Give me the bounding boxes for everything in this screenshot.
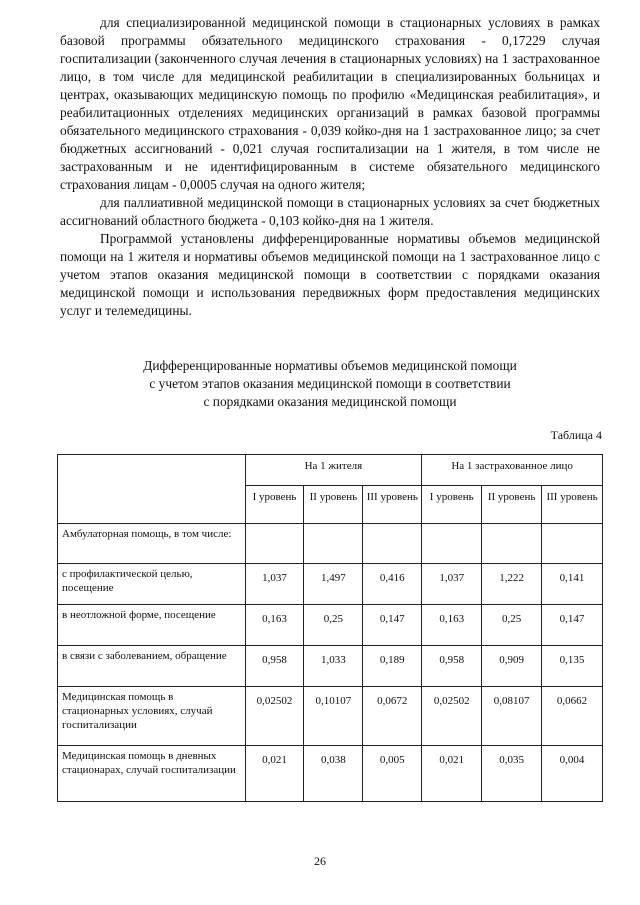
cell-value: 0,005: [363, 746, 422, 802]
cell-value: 0,141: [542, 564, 603, 605]
cell-value: 1,497: [304, 564, 363, 605]
table-heading: [60, 357, 600, 411]
cell-value: 0,021: [422, 746, 482, 802]
paragraph-palliative-care: для паллиативной медицинской помощи в стационарных условиях за счет бюджетных ассигнований областного бюджета - 0,103 койко-дня на 1 жителя.: [60, 195, 600, 228]
level-header: II уровень: [304, 486, 363, 524]
cell-value: 0,02502: [245, 687, 304, 746]
cell-value: 0,909: [482, 646, 542, 687]
cell-value: 0,08107: [482, 687, 542, 746]
page-number: 26: [314, 854, 326, 868]
level-header: III уровень: [363, 486, 422, 524]
row-label-header: [58, 455, 246, 524]
paragraph-program-norms: Программой установлены дифференцированные нормативы объемов медицинской помощи на 1 жителя и нормативы объемов медицинской помощи на 1 застрахованное лицо с учетом этапов оказания медицинской помощи в соответствии с порядками оказания медицинской помощи и использования передвижных форм предоставления медицинских услуг и телемедицины.: [60, 231, 600, 318]
level-header: I уровень: [245, 486, 304, 524]
cell-value: [482, 524, 542, 564]
cell-value: 0,038: [304, 746, 363, 802]
cell-value: 0,147: [542, 605, 603, 646]
cell-value: 0,958: [422, 646, 482, 687]
cell-value: 0,189: [363, 646, 422, 687]
cell-value: [245, 524, 304, 564]
cell-value: 0,25: [482, 605, 542, 646]
cell-value: 0,25: [304, 605, 363, 646]
cell-value: 0,135: [542, 646, 603, 687]
cell-value: 1,037: [422, 564, 482, 605]
table-number-label: Таблица 4: [550, 428, 602, 442]
table-group-header-row: [58, 455, 603, 486]
cell-value: 1,222: [482, 564, 542, 605]
cell-value: 0,147: [363, 605, 422, 646]
table-row: [58, 687, 603, 746]
group-header-per-insured: На 1 застрахованное лицо: [422, 455, 603, 486]
table-row: [58, 646, 603, 687]
cell-value: 0,0662: [542, 687, 603, 746]
row-label: в связи с заболеванием, обращение: [58, 646, 246, 687]
table-row: [58, 746, 603, 802]
body-text: [60, 14, 600, 320]
cell-value: [542, 524, 603, 564]
norms-table: [57, 454, 603, 802]
table-row: [58, 605, 603, 646]
cell-value: 0,021: [245, 746, 304, 802]
paragraph-specialized-care: для специализированной медицинской помощи в стационарных условиях в рамках базовой программы обязательного медицинского страхования - 0,17229 случая госпитализации (законченного случая лечения в стационарных условиях) на 1 застрахованное лицо, в том числе для медицинской реабилитации в специализированных больницах и центрах, оказывающих медицинскую помощь по профилю «Медицинская реабилитация», и реабилитационных отделениях медицинских организаций в рамках базовой программы обязательного медицинского страхования - 0,039 койко-дня на 1 застрахованное лицо; за счет бюджетных ассигнований - 0,021 случая госпитализации на 1 жителя, в том числе не застрахованным и не идентифицированным в системе обязательного медицинского страхования лицам - 0,0005 случая на одного жителя;: [60, 15, 600, 192]
row-label: с профилактической целью, посещение: [58, 564, 246, 605]
cell-value: 0,416: [363, 564, 422, 605]
level-header: III уровень: [542, 486, 603, 524]
cell-value: 0,163: [245, 605, 304, 646]
cell-value: [304, 524, 363, 564]
cell-value: [363, 524, 422, 564]
row-label: Медицинская помощь в дневных стационарах, случай госпитализации: [58, 746, 246, 802]
row-label: Амбулаторная помощь, в том числе:: [58, 524, 246, 564]
cell-value: 0,02502: [422, 687, 482, 746]
heading-line-3: с порядками оказания медицинской помощи: [203, 394, 457, 409]
cell-value: 0,163: [422, 605, 482, 646]
row-label: в неотложной форме, посещение: [58, 605, 246, 646]
cell-value: [422, 524, 482, 564]
group-header-per-resident: На 1 жителя: [245, 455, 422, 486]
cell-value: 0,004: [542, 746, 603, 802]
row-label: Медицинская помощь в стационарных условиях, случай госпитализации: [58, 687, 246, 746]
cell-value: 0,10107: [304, 687, 363, 746]
level-header: I уровень: [422, 486, 482, 524]
level-header: II уровень: [482, 486, 542, 524]
cell-value: 1,037: [245, 564, 304, 605]
table-row: [58, 564, 603, 605]
cell-value: 0,0672: [363, 687, 422, 746]
heading-line-1: Дифференцированные нормативы объемов медицинской помощи: [143, 358, 517, 373]
cell-value: 0,035: [482, 746, 542, 802]
table-row: [58, 524, 603, 564]
heading-line-2: с учетом этапов оказания медицинской помощи в соответствии: [149, 376, 511, 391]
cell-value: 1,033: [304, 646, 363, 687]
cell-value: 0,958: [245, 646, 304, 687]
